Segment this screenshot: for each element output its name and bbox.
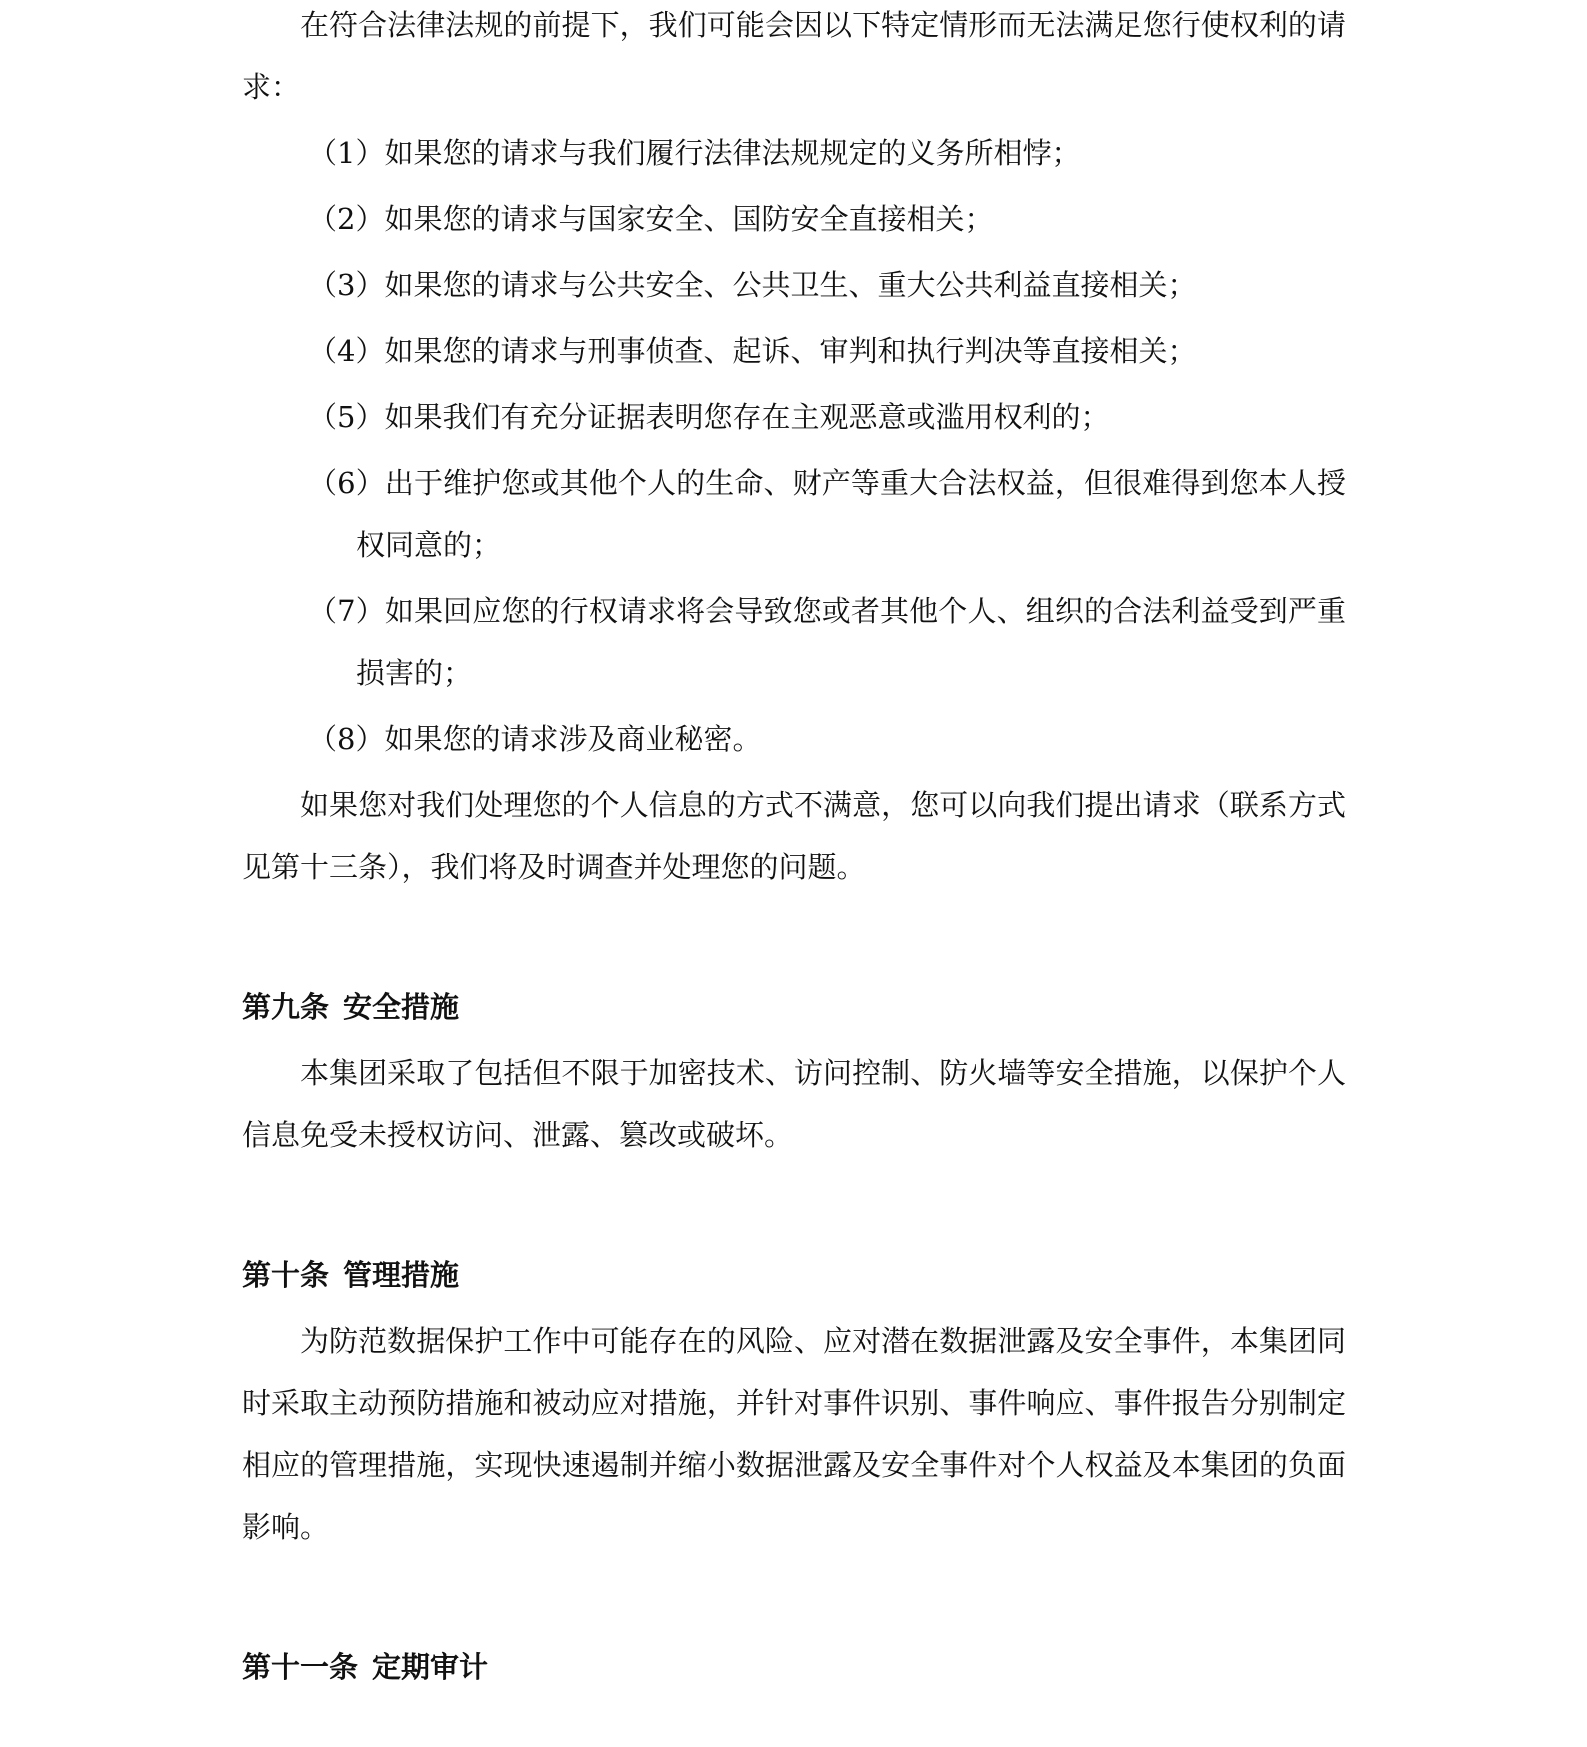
section-title: 定期审计: [372, 1650, 489, 1684]
section-spacer: [242, 898, 1346, 976]
exception-list: [242, 122, 1346, 770]
document-page: [242, 0, 1346, 1698]
list-item: （2）如果您的请求与国家安全、国防安全直接相关；: [308, 202, 994, 236]
section-title: 安全措施: [343, 990, 460, 1024]
section-number: 第十一条: [242, 1650, 359, 1684]
section-body-9: 本集团采取了包括但不限于加密技术、访问控制、防火墙等安全措施，以保护个人信息免受未授权访问、泄露、篡改或破坏。: [242, 1056, 1346, 1152]
section-title: 管理措施: [343, 1258, 460, 1292]
list-item: （1）如果您的请求与我们履行法律法规规定的义务所相悖；: [308, 136, 1081, 170]
list-item: （8）如果您的请求涉及商业秘密。: [308, 722, 762, 756]
section-heading-11: [242, 1636, 1346, 1698]
section-number: 第九条: [242, 990, 330, 1024]
complaint-paragraph: 如果您对我们处理您的个人信息的方式不满意，您可以向我们提出请求（联系方式见第十三条），我们将及时调查并处理您的问题。: [242, 788, 1346, 884]
list-item: （5）如果我们有充分证据表明您存在主观恶意或滥用权利的；: [308, 400, 1110, 434]
section-spacer: [242, 1558, 1346, 1636]
list-item: （4）如果您的请求与刑事侦查、起诉、审判和执行判决等直接相关；: [308, 334, 1197, 368]
intro-paragraph: 在符合法律法规的前提下，我们可能会因以下特定情形而无法满足您行使权利的请求：: [242, 8, 1346, 104]
section-body-10: 为防范数据保护工作中可能存在的风险、应对潜在数据泄露及安全事件，本集团同时采取主动预防措施和被动应对措施，并针对事件识别、事件响应、事件报告分别制定相应的管理措施，实现快速遏制并缩小数据泄露及安全事件对个人权益及本集团的负面影响。: [242, 1324, 1346, 1544]
section-number: 第十条: [242, 1258, 330, 1292]
section-spacer: [242, 1166, 1346, 1244]
section-heading-10: [242, 1244, 1346, 1306]
list-item: （6）出于维护您或其他个人的生命、财产等重大合法权益，但很难得到您本人授权同意的；: [308, 466, 1346, 562]
list-item: （7）如果回应您的行权请求将会导致您或者其他个人、组织的合法利益受到严重损害的；: [308, 594, 1346, 690]
list-item: （3）如果您的请求与公共安全、公共卫生、重大公共利益直接相关；: [308, 268, 1197, 302]
section-heading-9: [242, 976, 1346, 1038]
